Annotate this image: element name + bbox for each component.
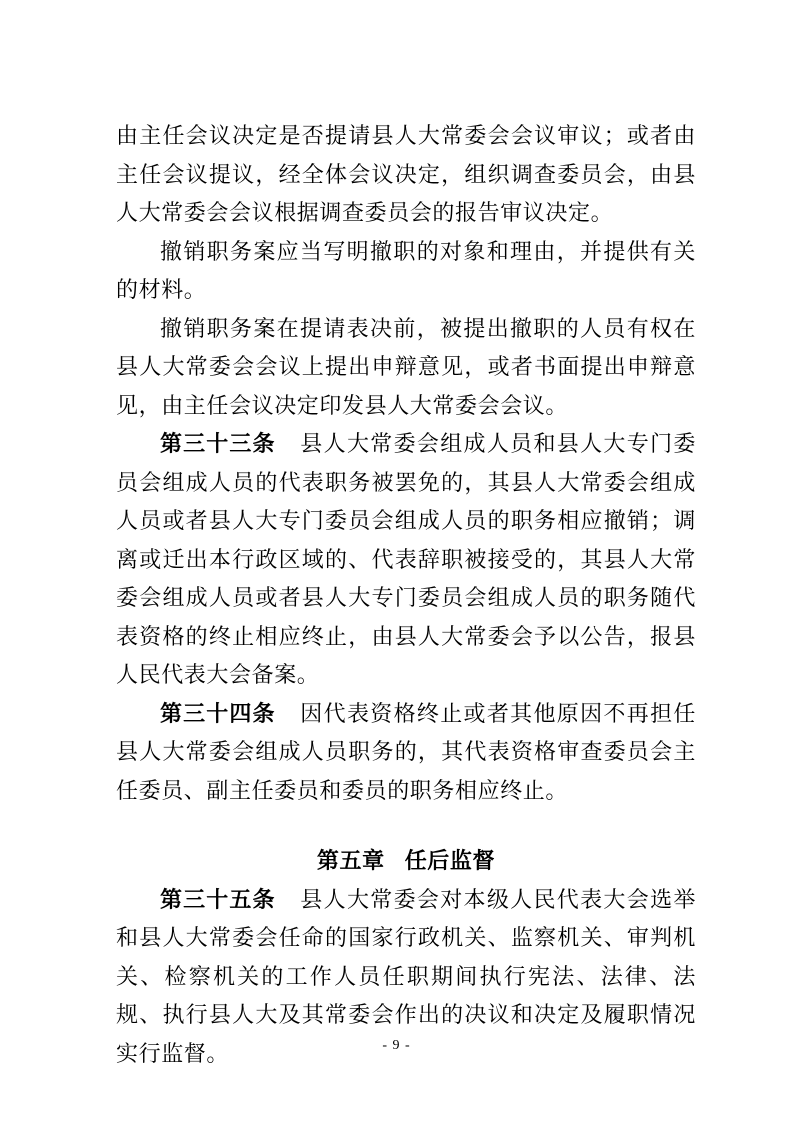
article-35-number: 第三十五条 <box>160 887 276 913</box>
chapter-number: 第五章 <box>316 849 385 874</box>
chapter-heading <box>116 843 696 882</box>
chapter-title: 任后监督 <box>404 849 496 874</box>
paragraph-revocation-materials: 撤销职务案应当写明撤职的对象和理由，并提供有关的材料。 <box>116 239 696 303</box>
article-33-number: 第三十三条 <box>160 432 276 457</box>
article-35-text: 县人大常委会对本级人民代表大会选举和县人大常委会任命的国家行政机关、监察机关、审判机关、检察机关的工作人员任职期间执行宪法、法律、法规、执行县人大及其常委会作出的决议和决定及履职情况实行监督。 <box>116 887 696 1067</box>
paragraph-defense-opinion: 撤销职务案在提请表决前，被提出撤职的人员有权在县人大常委会会议上提出申辩意见，或者书面提出申辩意见，由主任会议决定印发县人大常委会会议。 <box>116 316 696 419</box>
article-33 <box>116 426 696 696</box>
article-34-number: 第三十四条 <box>160 701 276 727</box>
page-number: - 9 - <box>382 1038 411 1053</box>
paragraph-continuation: 由主任会议决定是否提请县人大常委会会议审议；或者由主任会议提议，经全体会议决定，组织调查委员会，由县人大常委会会议根据调查委员会的报告审议决定。 <box>116 124 696 226</box>
article-34-text: 因代表资格终止或者其他原因不再担任县人大常委会组成人员职务的，其代表资格审查委员会主任委员、副主任委员和委员的职务相应终止。 <box>116 701 696 804</box>
article-34 <box>116 696 696 812</box>
document-body <box>116 118 696 1074</box>
article-33-text: 县人大常委会组成人员和县人大专门委员会组成人员的代表职务被罢免的，其县人大常委会组成人员或者县人大专门委员会组成人员的职务相应撤销；调离或迁出本行政区域的、代表辞职被接受的，其县人大常委会组成人员或者县人大专门委员会组成人员的职务随代表资格的终止相应终止，由县人大常委会予以公告，报县人民代表大会备案。 <box>116 432 696 688</box>
